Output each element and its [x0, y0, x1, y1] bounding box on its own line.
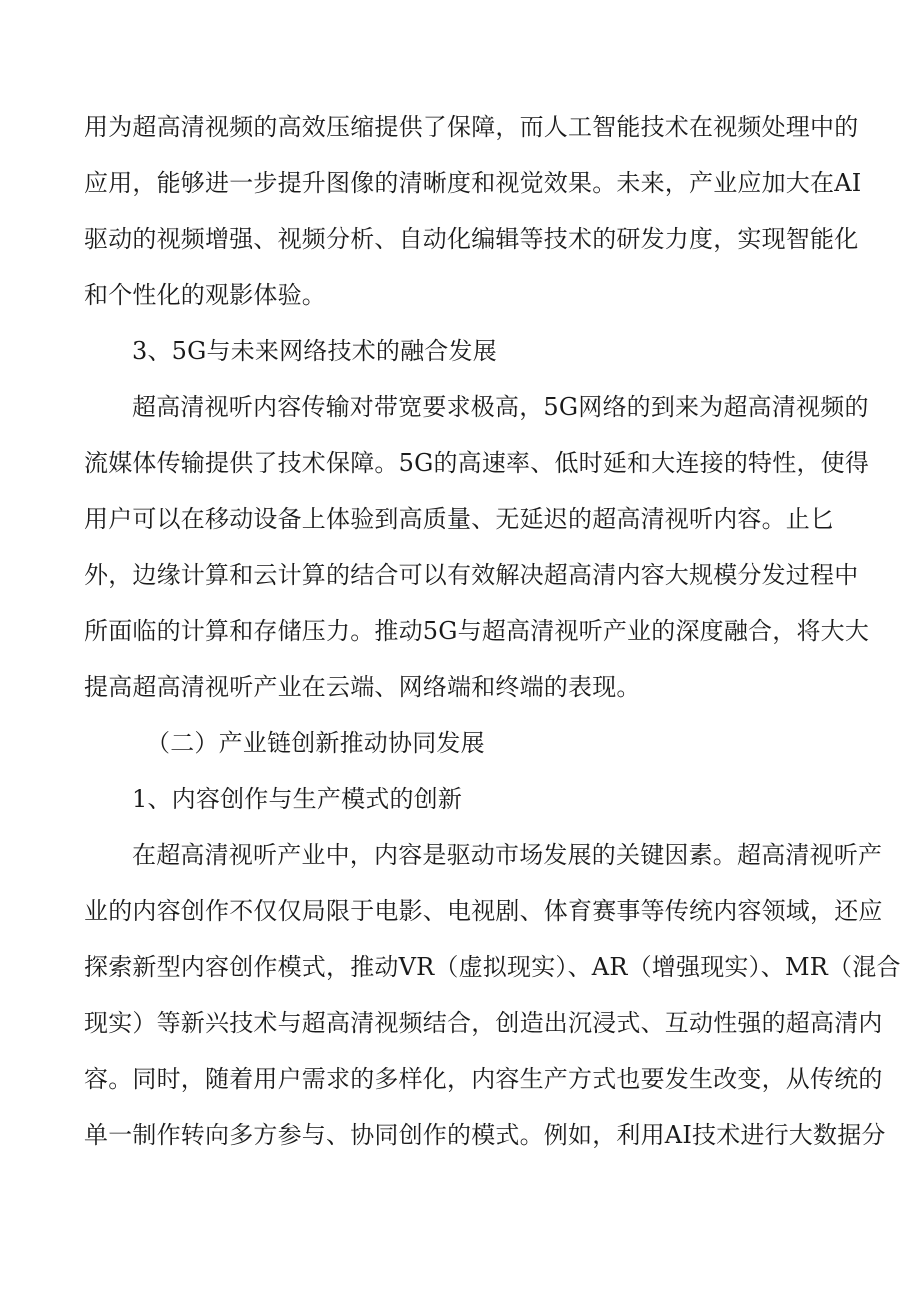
paragraph-line: 单一制作转向多方参与、协同创作的模式。例如，利用AI技术进行大数据分 [84, 1121, 886, 1149]
paragraph-line: 业的内容创作不仅仅局限于电影、电视剧、体育赛事等传统内容领域，还应 [84, 897, 883, 925]
paragraph-line: 驱动的视频增强、视频分析、自动化编辑等技术的研发力度，实现智能化 [84, 225, 859, 253]
paragraph-line: 提高超高清视听产业在云端、网络端和终端的表现。 [84, 673, 641, 701]
paragraph-line: 外，边缘计算和云计算的结合可以有效解决超高清内容大规模分发过程中 [84, 561, 859, 589]
paragraph-line: 所面临的计算和存储压力。推动5G与超高清视听产业的深度融合，将大大 [84, 617, 870, 645]
paragraph-line: 用为超高清视频的高效压缩提供了保障，而人工智能技术在视频处理中的 [84, 113, 859, 141]
paragraph-line: 应用，能够进一步提升图像的清晰度和视觉效果。未来，产业应加大在AI [84, 169, 862, 197]
section-heading: 3、5G与未来网络技术的融合发展 [132, 337, 497, 365]
paragraph-line: 现实）等新兴技术与超高清视频结合，创造出沉浸式、互动性强的超高清内 [84, 1009, 883, 1037]
paragraph-line: 和个性化的观影体验。 [84, 281, 326, 309]
paragraph-line: 容。同时，随着用户需求的多样化，内容生产方式也要发生改变，从传统的 [84, 1065, 883, 1093]
paragraph-line: 探索新型内容创作模式，推动VR（虚拟现实）、AR（增强现实）、MR（混合 [84, 953, 901, 981]
section-heading: 1、内容创作与生产模式的创新 [132, 785, 463, 813]
chapter-heading: （二）产业链创新推动协同发展 [146, 729, 485, 757]
paragraph-line: 用户可以在移动设备上体验到高质量、无延迟的超高清视听内容。止匕 [84, 505, 835, 533]
paragraph-line: 超高清视听内容传输对带宽要求极高，5G网络的到来为超高清视频的 [132, 393, 869, 421]
paragraph-line: 流媒体传输提供了技术保障。5G的高速率、低时延和大连接的特性，使得 [84, 449, 870, 477]
paragraph-line: 在超高清视听产业中，内容是驱动市场发展的关键因素。超高清视听产 [132, 841, 883, 869]
